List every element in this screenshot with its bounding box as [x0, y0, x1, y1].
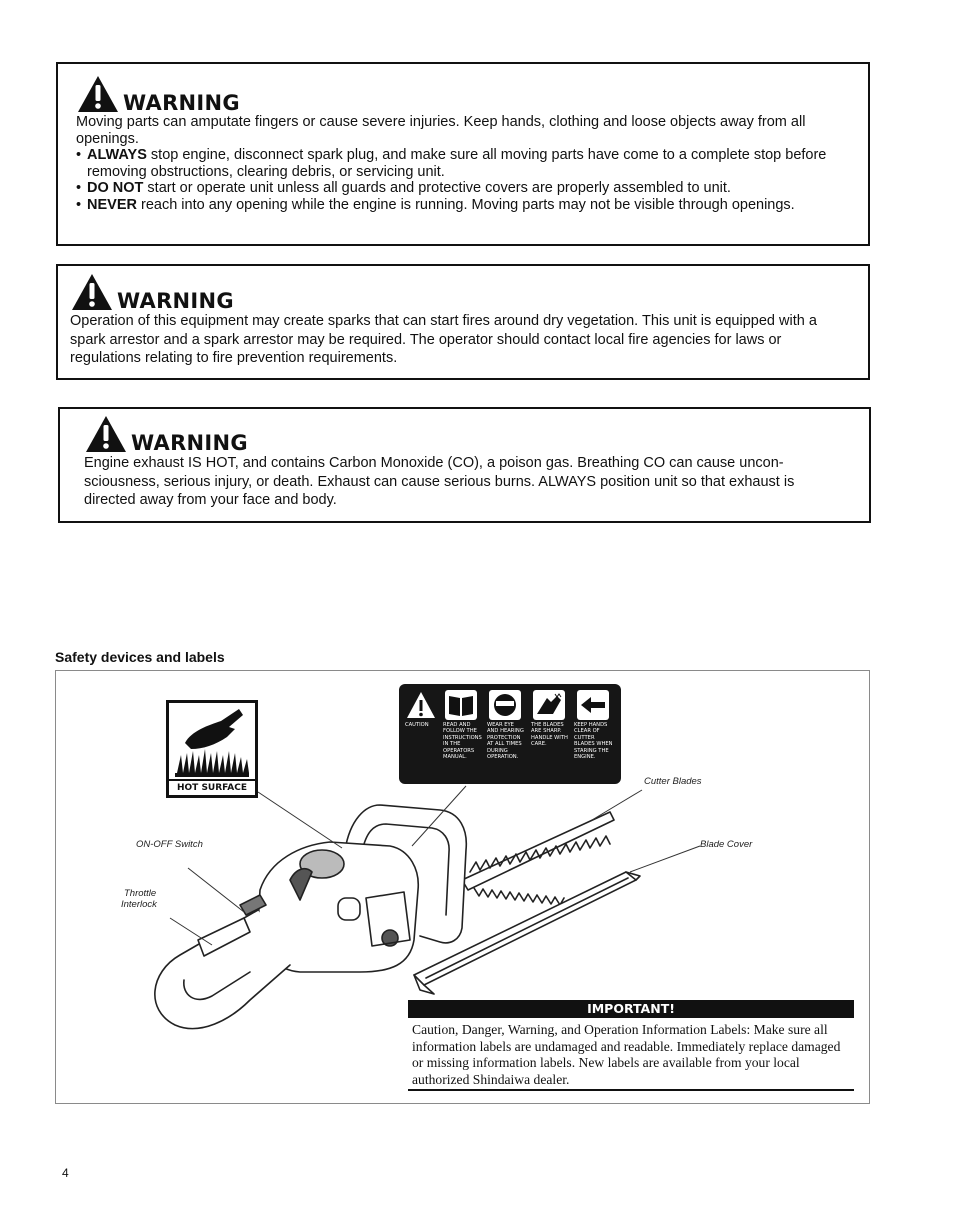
warning-text: Operation of this equipment may create sparks that can start fires around dry vegetation. This unit is equipped with a spark arrestor and a spark arrestor may be required. The operator should contact local fire agencies for laws or regulations relating to fire prevention requirements.: [70, 313, 817, 366]
caution-decal: [399, 684, 621, 784]
caution-col-3: WEAR EYE AND HEARING PROTECTION AT ALL TIMES DURING OPERATION.: [487, 722, 524, 761]
warning-title: WARNING: [117, 289, 234, 313]
caution-col-2: READ AND FOLLOW THE INSTRUCTIONS IN THE OPERATORS MANUAL.: [443, 722, 482, 761]
bullet-text: stop engine, disconnect spark plug, and make sure all moving parts have come to a complete stop before removing obstructions, clearing debris, or servicing unit.: [87, 147, 827, 180]
bullet-text: start or operate unit unless all guards and protective covers are properly assembled to unit.: [143, 180, 731, 196]
caution-col-1: CAUTION: [405, 722, 429, 728]
bullet-keyword: ALWAYS: [87, 147, 147, 163]
callout-on-off-switch: ON-OFF Switch: [136, 839, 203, 850]
bullet-keyword: NEVER: [87, 196, 137, 213]
warning-text: Engine exhaust IS HOT, and contains Carbon Monoxide (CO), a poison gas. Breathing CO can cause uncon-sciousness, serious injury, or death. Exhaust can cause serious burns. ALWAYS position unit so that exhaust is directed away from your face and body.: [84, 455, 795, 508]
warning-title: WARNING: [131, 431, 248, 455]
caution-col-4: THE BLADES ARE SHARP. HANDLE WITH CARE.: [531, 722, 568, 748]
hot-surface-label: [166, 700, 258, 798]
important-text: Caution, Danger, Warning, and Operation Information Labels: Make sure all information labels are undamaged and readable. Immediately replace damaged or missing information labels. New labels are available from your local authorized Shindaiwa dealer.: [412, 1022, 841, 1087]
callout-interlock: Interlock: [121, 899, 157, 910]
hot-surface-hand-icon: [169, 703, 255, 781]
hot-surface-text: HOT SURFACE: [169, 779, 255, 795]
bullet-text: reach into any opening while the engine is running. Moving parts may not be visible through openings.: [136, 196, 795, 213]
important-heading: IMPORTANT!: [408, 1000, 854, 1018]
page-number: 4: [62, 1166, 69, 1180]
sharp-blade-hand-icon: [533, 690, 565, 720]
warning-intro: Moving parts can amputate fingers or cause severe injuries. Keep hands, clothing and loose objects away from all openings.: [76, 114, 806, 147]
callout-throttle: Throttle: [124, 888, 157, 899]
bullet-keyword: DO NOT: [87, 180, 144, 196]
section-title: Safety devices and labels: [55, 649, 225, 665]
book-icon: [445, 690, 477, 720]
warning-title: WARNING: [123, 91, 240, 115]
caution-col-5: KEEP HANDS CLEAR OF CUTTER BLADES WHEN STARING THE ENGINE.: [574, 722, 613, 761]
callout-blade-cover: Blade Cover: [700, 839, 753, 850]
callout-cutter-blades: Cutter Blades: [644, 776, 702, 787]
keep-hands-clear-icon: [577, 690, 609, 720]
important-divider: [408, 1089, 854, 1091]
caution-triangle-icon: [405, 690, 437, 720]
eye-ear-protection-icon: [489, 690, 521, 720]
